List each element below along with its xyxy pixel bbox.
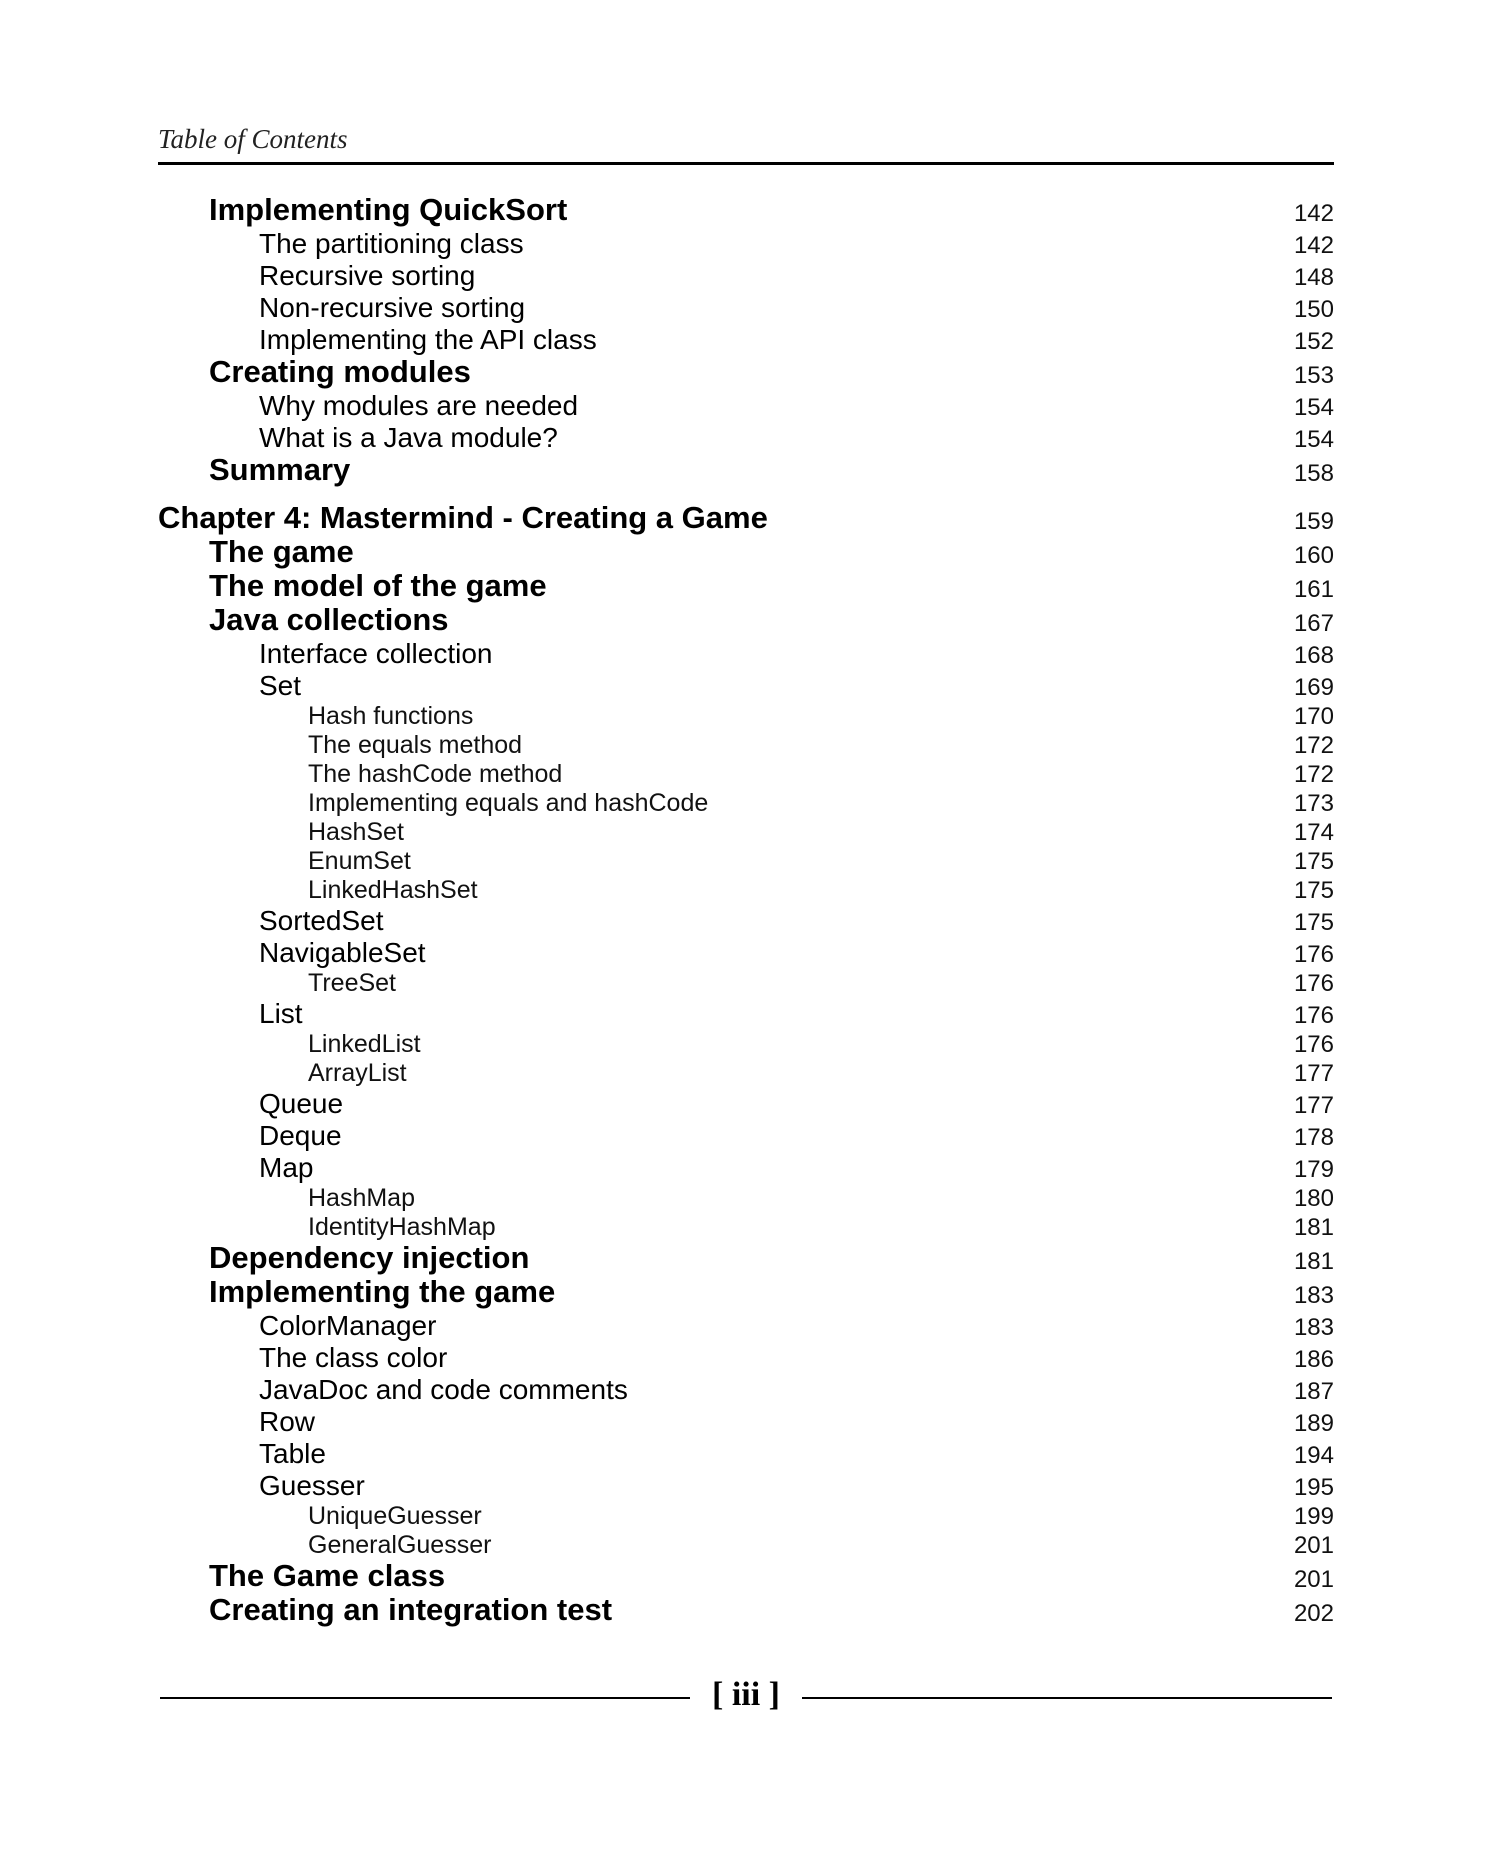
toc-entry-page: 189 [1293,1410,1334,1437]
toc-entry[interactable] [158,971,1334,1000]
toc-entry-title: Summary [209,452,351,487]
toc-entry-title: LinkedHashSet [308,876,478,904]
toc-entry-page: 176 [1293,970,1334,997]
toc-entry-page: 177 [1293,1060,1334,1087]
toc-entry-title: Creating an integration test [209,1592,613,1627]
toc-entry-page: 201 [1293,1566,1334,1593]
toc-entry-page: 186 [1293,1346,1334,1373]
toc-entry[interactable] [158,1592,1334,1630]
toc-entry[interactable] [158,1186,1334,1215]
toc-entry[interactable] [158,791,1334,820]
toc-entry-title: IdentityHashMap [308,1213,496,1241]
toc-entry[interactable] [158,294,1334,326]
table-of-contents [158,192,1334,1630]
page-number: [ iii ] [712,1676,780,1713]
toc-entry[interactable] [158,392,1334,424]
toc-entry-title: Implementing equals and hashCode [308,789,709,817]
page-footer [160,1676,1332,1720]
toc-entry-title: Table [259,1438,326,1469]
toc-entry-title: Queue [259,1088,344,1119]
toc-entry-page: 195 [1293,1474,1334,1501]
toc-entry[interactable] [158,1440,1334,1472]
toc-entry-page: 148 [1293,264,1334,291]
toc-entry-page: 181 [1293,1214,1334,1241]
toc-entry-page: 183 [1293,1314,1334,1341]
toc-entry-title: Row [259,1406,316,1437]
toc-entry[interactable] [158,1558,1334,1596]
toc-entry-title: Map [259,1152,314,1183]
toc-entry-page: 169 [1293,674,1334,701]
toc-entry-title: Why modules are needed [259,390,579,421]
toc-entry[interactable] [158,1122,1334,1154]
toc-entry-title: JavaDoc and code comments [259,1374,628,1405]
toc-entry[interactable] [158,1344,1334,1376]
toc-entry-title: The equals method [308,731,523,759]
toc-entry-page: 176 [1293,941,1334,968]
toc-entry-title: Deque [259,1120,342,1151]
footer-rule-right [802,1697,1332,1699]
toc-entry-page: 177 [1293,1092,1334,1119]
toc-entry-title: Implementing QuickSort [209,192,568,227]
toc-entry[interactable] [158,1061,1334,1090]
toc-entry-title: The hashCode method [308,760,563,788]
toc-entry[interactable] [158,1090,1334,1122]
toc-entry-page: 142 [1293,200,1334,227]
toc-entry[interactable] [158,354,1334,392]
toc-entry[interactable] [158,672,1334,704]
toc-entry[interactable] [158,1274,1334,1312]
toc-entry-title: Interface collection [259,638,493,669]
toc-entry[interactable] [158,262,1334,294]
toc-entry[interactable] [158,939,1334,971]
toc-entry-title: What is a Java module? [259,422,558,453]
toc-entry-page: 153 [1293,362,1334,389]
toc-entry-title: The game [209,534,354,569]
toc-entry-title: Recursive sorting [259,260,476,291]
toc-entry-page: 187 [1293,1378,1334,1405]
toc-entry-title: List [259,998,303,1029]
toc-entry-page: 161 [1293,576,1334,603]
toc-entry[interactable] [158,230,1334,262]
toc-entry-title: Set [259,670,302,701]
toc-entry-title: Implementing the game [209,1274,556,1309]
toc-entry-page: 159 [1293,508,1334,535]
header-rule [158,162,1334,165]
toc-entry[interactable] [158,1472,1334,1504]
toc-entry-title: The model of the game [209,568,547,603]
toc-entry-title: The class color [259,1342,448,1373]
toc-entry-title: Non-recursive sorting [259,292,526,323]
toc-entry-title: ColorManager [259,1310,437,1341]
toc-entry-title: LinkedList [308,1030,421,1058]
toc-entry-title: Dependency injection [209,1240,530,1275]
toc-entry[interactable] [158,1376,1334,1408]
toc-entry[interactable] [158,704,1334,733]
toc-entry-page: 170 [1293,703,1334,730]
page-header [158,122,1334,156]
toc-entry-page: 176 [1293,1031,1334,1058]
toc-entry[interactable] [158,1312,1334,1344]
toc-entry[interactable] [158,1154,1334,1186]
toc-entry-page: 202 [1293,1600,1334,1627]
toc-entry-title: HashMap [308,1184,415,1212]
toc-entry-page: 174 [1293,819,1334,846]
toc-entry[interactable] [158,820,1334,849]
toc-entry[interactable] [158,878,1334,907]
toc-entry[interactable] [158,1504,1334,1533]
running-head-title: Table of Contents [158,124,348,154]
toc-entry[interactable] [158,1000,1334,1032]
toc-entry-page: 179 [1293,1156,1334,1183]
toc-entry-page: 175 [1293,848,1334,875]
toc-entry[interactable] [158,1240,1334,1278]
toc-entry-title: NavigableSet [259,937,426,968]
toc-entry-title: The Game class [209,1558,446,1593]
toc-entry-title: GeneralGuesser [308,1531,492,1559]
toc-entry-page: 181 [1293,1248,1334,1275]
toc-entry-page: 172 [1293,732,1334,759]
toc-entry-page: 183 [1293,1282,1334,1309]
toc-entry-page: 167 [1293,610,1334,637]
toc-entry-page: 199 [1293,1503,1334,1530]
toc-entry[interactable] [158,849,1334,878]
toc-entry[interactable] [158,192,1334,230]
toc-entry-page: 175 [1293,877,1334,904]
toc-chapter-entry[interactable] [158,502,1334,538]
toc-entry-page: 176 [1293,1002,1334,1029]
toc-entry-title: HashSet [308,818,404,846]
toc-entry-page: 152 [1293,328,1334,355]
toc-entry-title: SortedSet [259,905,384,936]
toc-entry-title: EnumSet [308,847,411,875]
toc-entry[interactable] [158,1408,1334,1440]
toc-entry[interactable] [158,1032,1334,1061]
toc-entry-title: TreeSet [308,969,397,997]
toc-entry[interactable] [158,762,1334,791]
toc-entry-page: 142 [1293,232,1334,259]
toc-entry-page: 178 [1293,1124,1334,1151]
toc-entry-page: 173 [1293,790,1334,817]
toc-entry-title: Implementing the API class [259,324,597,355]
toc-entry-page: 180 [1293,1185,1334,1212]
toc-entry-page: 172 [1293,761,1334,788]
toc-entry-title: Guesser [259,1470,365,1501]
toc-entry-title: Creating modules [209,354,471,389]
toc-entry-page: 158 [1293,460,1334,487]
toc-entry-page: 160 [1293,542,1334,569]
toc-entry[interactable] [158,640,1334,672]
toc-entry[interactable] [158,907,1334,939]
toc-entry-title: The partitioning class [259,228,524,259]
toc-entry-page: 201 [1293,1532,1334,1559]
toc-entry-title: ArrayList [308,1059,407,1087]
toc-entry-title: Chapter 4: Mastermind - Creating a Game [158,500,768,535]
toc-entry-title: Java collections [209,602,449,637]
toc-entry-page: 168 [1293,642,1334,669]
toc-entry-page: 150 [1293,296,1334,323]
toc-entry-title: UniqueGuesser [308,1502,482,1530]
toc-entry-page: 154 [1293,426,1334,453]
toc-entry[interactable] [158,452,1334,490]
toc-entry-page: 154 [1293,394,1334,421]
toc-entry[interactable] [158,568,1334,606]
toc-entry-page: 175 [1293,909,1334,936]
toc-entry-title: Hash functions [308,702,474,730]
toc-entry[interactable] [158,534,1334,572]
toc-entry-page: 194 [1293,1442,1334,1469]
toc-entry[interactable] [158,602,1334,640]
toc-entry[interactable] [158,733,1334,762]
